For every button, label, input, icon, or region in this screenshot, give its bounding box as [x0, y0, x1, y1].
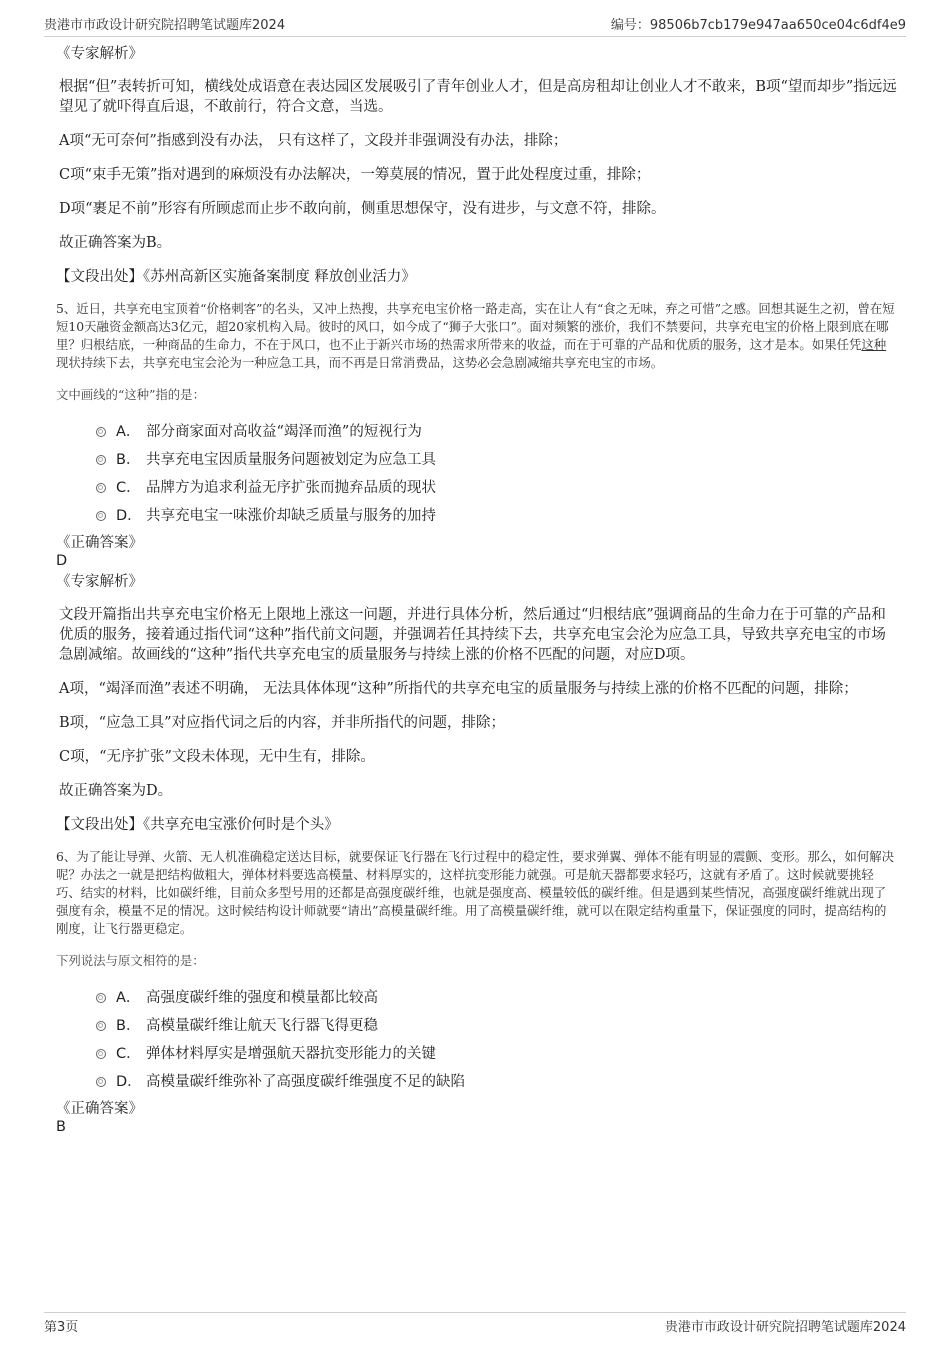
page-content — [56, 44, 898, 1138]
q5-options — [96, 416, 898, 528]
page-number: 第3页 — [44, 1320, 79, 1335]
q6-option-d[interactable] — [96, 1066, 898, 1094]
radio-button-icon[interactable] — [96, 427, 106, 437]
header-title: 贵港市市政设计研究院招聘笔试题库2024 — [44, 18, 286, 33]
q6-options — [96, 982, 898, 1094]
prev-analysis-paragraph: D项“裹足不前”形容有所顾虑而止步不敢向前，侧重思想保守，没有进步，与文意不符，排除。 — [59, 201, 666, 217]
prev-analysis-label: 《专家解析》 — [56, 46, 143, 62]
option-letter: A． — [116, 989, 141, 1006]
q5-answer-label: 《正确答案》 — [56, 535, 143, 551]
option-letter: A． — [116, 423, 141, 440]
page-header — [44, 14, 906, 37]
radio-button-icon[interactable] — [96, 511, 106, 521]
q5-analysis-conclusion: 故正确答案为D。 — [59, 783, 173, 799]
radio-button-icon[interactable] — [96, 455, 106, 465]
header-document-id: 编号：98506b7cb179e947aa650ce04c6df4e9 — [610, 18, 906, 33]
option-text: 共享充电宝一味涨价却缺乏质量与服务的加持 — [146, 507, 436, 524]
q5-prompt: 文中画线的“这种”指的是： — [56, 387, 205, 402]
radio-button-icon[interactable] — [96, 1077, 106, 1087]
q5-passage-text-after: 现状持续下去，共享充电宝会沦为一种应急工具，而不再是日常消费品，这势必会急剧减缩共享充电宝的市场。 — [56, 355, 664, 370]
prev-analysis-conclusion: 故正确答案为B。 — [59, 235, 172, 251]
q5-passage-underlined: 这种 — [861, 337, 887, 352]
q6-answer-label: 《正确答案》 — [56, 1101, 143, 1117]
prev-source: 【文段出处】《苏州高新区实施备案制度 释放创业活力》 — [56, 269, 416, 285]
q5-analysis-paragraph: A项，“竭泽而渔”表述不明确， 无法具体体现“这种”所指代的共享充电宝的质量服务与持续上涨的价格不匹配的问题，排除； — [59, 681, 858, 697]
q6-option-b[interactable] — [96, 1010, 898, 1038]
q5-analysis-paragraph: B项，“应急工具”对应指代词之后的内容，并非所指代的问题，排除； — [59, 715, 505, 731]
q6-option-a[interactable] — [96, 982, 898, 1010]
option-text: 高模量碳纤维弥补了高强度碳纤维强度不足的缺陷 — [146, 1073, 465, 1090]
option-letter: C． — [116, 1045, 141, 1062]
option-letter: B． — [116, 1017, 141, 1034]
option-text: 高模量碳纤维让航天飞行器飞得更稳 — [146, 1017, 378, 1034]
option-letter: D． — [116, 1073, 142, 1090]
q5-source: 【文段出处】《共享充电宝涨价何时是个头》 — [56, 817, 339, 833]
q5-passage — [56, 300, 898, 372]
q5-answer: D — [56, 553, 68, 569]
radio-button-icon[interactable] — [96, 1021, 106, 1031]
prev-analysis-paragraph: 根据“但”表转折可知，横线处成语意在表达园区发展吸引了青年创业人才，但是高房租却让创业人才不敢来，B项“望而却步”指远远望见了就吓得直后退，不敢前行，符合文意，当选。 — [59, 79, 897, 115]
q6-prompt: 下列说法与原文相符的是： — [56, 953, 205, 968]
q5-passage-text: 5、近日，共享充电宝顶着“价格刺客”的名头，又冲上热搜，共享充电宝价格一路走高，实在让人有“食之无味，弃之可惜”之感。回想其诞生之初，曾在短短10天融资金额高达3亿元，超20家机构入局。彼时的风口，如今成了“狮子大张口”。面对频繁的涨价，我们不禁要问，共享充电宝的价格上限到底在哪里？归根结底，一种商品的生命力，不在于风口，也不止于新兴市场的热需求所带来的收益，而在于可靠的产品和优质的服务，这才是本。如果任凭 — [56, 301, 895, 352]
option-letter: C． — [116, 479, 141, 496]
q6-passage: 6、为了能让导弹、火箭、无人机准确稳定送达目标，就要保证飞行器在飞行过程中的稳定性，要求弹翼、弹体不能有明显的震颤、变形。那么，如何解决呢？办法之一就是把结构做粗大，弹体材料要选高模量、材料厚实的，这样抗变形能力就强。可是航天器都要求轻巧，这就有矛盾了。这时候就要挑轻巧、结实的材料，比如碳纤维，目前众多型号用的还都是高强度碳纤维，也就是强度高、模量较低的碳纤维。但是遇到某些情况，高强度碳纤维就出现了强度有余，模量不足的情况。这时候结构设计师就要“请出”高模量碳纤维。用了高模量碳纤维，就可以在限定结构重量下，保证强度的同时，提高结构的刚度，让飞行器更稳定。 — [56, 849, 895, 936]
radio-button-icon[interactable] — [96, 993, 106, 1003]
q6-answer: B — [56, 1119, 66, 1135]
option-text: 共享充电宝因质量服务问题被划定为应急工具 — [146, 451, 436, 468]
q5-analysis-paragraph: C项，“无序扩张”文段未体现，无中生有，排除。 — [59, 749, 375, 765]
q5-option-c[interactable] — [96, 472, 898, 500]
q5-option-b[interactable] — [96, 444, 898, 472]
q5-option-a[interactable] — [96, 416, 898, 444]
option-text: 弹体材料厚实是增强航天器抗变形能力的关键 — [146, 1045, 436, 1062]
option-text: 部分商家面对高收益“竭泽而渔”的短视行为 — [146, 423, 422, 440]
q5-analysis-paragraph: 文段开篇指出共享充电宝价格无上限地上涨这一问题，并进行具体分析，然后通过“归根结底”强调商品的生命力在于可靠的产品和优质的服务，接着通过指代词“这种”指代前文问题，并强调若任其持续下去，共享充电宝会沦为应急工具，导致共享充电宝的市场急剧减缩。故画线的“这种”指代共享充电宝的质量服务与持续上涨的价格不匹配的问题，对应D项。 — [59, 607, 886, 663]
option-text: 品牌方为追求利益无序扩张而抛弃品质的现状 — [146, 479, 436, 496]
q5-option-d[interactable] — [96, 500, 898, 528]
radio-button-icon[interactable] — [96, 483, 106, 493]
option-text: 高强度碳纤维的强度和模量都比较高 — [146, 989, 378, 1006]
prev-analysis-paragraph: A项“无可奈何”指感到没有办法， 只有这样了，文段并非强调没有办法，排除； — [59, 133, 568, 149]
page-footer — [44, 1312, 906, 1335]
q5-analysis-label: 《专家解析》 — [56, 574, 143, 590]
q6-option-c[interactable] — [96, 1038, 898, 1066]
footer-title: 贵港市市政设计研究院招聘笔试题库2024 — [664, 1320, 906, 1335]
radio-button-icon[interactable] — [96, 1049, 106, 1059]
prev-analysis-paragraph: C项“束手无策”指对遇到的麻烦没有办法解决，一筹莫展的情况，置于此处程度过重，排除； — [59, 167, 651, 183]
option-letter: B． — [116, 451, 141, 468]
option-letter: D． — [116, 507, 142, 524]
